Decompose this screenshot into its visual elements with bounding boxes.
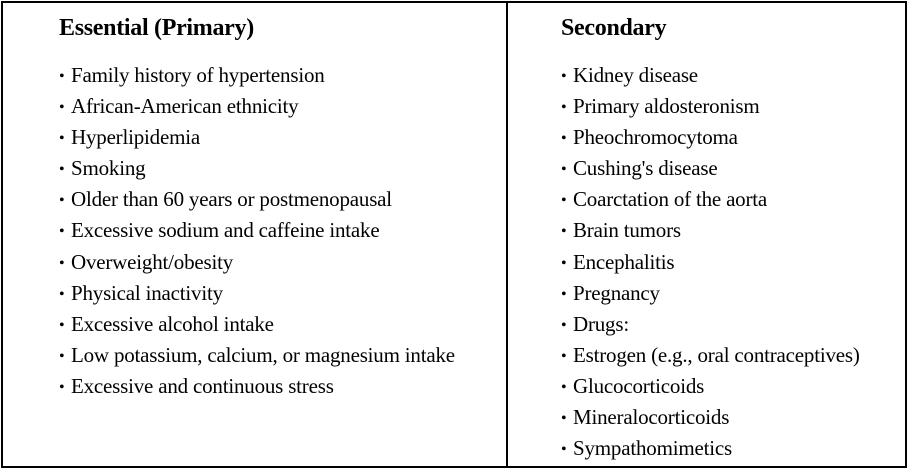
risk-factors-table xyxy=(1,1,907,468)
bullet: • xyxy=(59,347,65,365)
list-item: • Kidney disease xyxy=(561,63,698,87)
secondary-list xyxy=(561,63,860,467)
bullet: • xyxy=(59,68,65,85)
bullet: • xyxy=(561,378,567,396)
bullet: • xyxy=(561,99,567,117)
bullet: • xyxy=(561,223,567,241)
list-item: • Excessive sodium and caffeine intake xyxy=(59,218,380,243)
list-item: • Primary aldosteronism xyxy=(561,94,760,119)
bullet: • xyxy=(59,285,65,303)
list-item: • Physical inactivity xyxy=(59,280,223,305)
bullet: • xyxy=(59,130,65,148)
bullet: • xyxy=(561,316,567,334)
bullet: • xyxy=(59,99,65,117)
list-item: • Hyperlipidemia xyxy=(59,125,200,150)
list-item: • Older than 60 years or postmenopausal xyxy=(59,187,392,212)
list-item: • Pheochromocytoma xyxy=(561,125,738,150)
bullet: • xyxy=(59,254,65,272)
bullet: • xyxy=(561,192,567,210)
list-item: • Pregnancy xyxy=(561,280,660,305)
bullet: • xyxy=(59,378,65,396)
bullet: • xyxy=(561,254,567,272)
essential-list xyxy=(59,63,455,405)
bullet: • xyxy=(561,285,567,303)
list-item: • Excessive and continuous stress xyxy=(59,373,334,398)
bullet: • xyxy=(59,192,65,210)
list-item: • Glucocorticoids xyxy=(561,373,705,398)
bullet: • xyxy=(561,130,567,148)
list-item: • African-American ethnicity xyxy=(59,94,299,119)
list-item: • Estrogen (e.g., oral contraceptives) xyxy=(561,342,860,367)
bullet: • xyxy=(561,410,567,428)
list-item: • Excessive alcohol intake xyxy=(59,311,274,336)
list-item: • Family history of hypertension xyxy=(59,63,325,87)
bullet: • xyxy=(59,316,65,334)
list-item: • Smoking xyxy=(59,156,146,181)
bullet: • xyxy=(561,347,567,365)
essential-heading: Essential (Primary) xyxy=(59,15,254,41)
list-item: • Sympathomimetics xyxy=(561,436,732,461)
secondary-heading: Secondary xyxy=(561,15,667,41)
list-item: • Coarctation of the aorta xyxy=(561,187,768,212)
list-item: • Mineralocorticoids xyxy=(561,405,730,430)
list-item: • Low potassium, calcium, or magnesium intake xyxy=(59,342,455,367)
list-item: • Overweight/obesity xyxy=(59,249,234,274)
list-item: • Encephalitis xyxy=(561,249,675,274)
bullet: • xyxy=(59,223,65,241)
list-item: • Drugs: xyxy=(561,311,629,336)
list-item: • Cushing's disease xyxy=(561,156,718,181)
bullet: • xyxy=(561,441,567,459)
list-item: • Brain tumors xyxy=(561,218,681,243)
column-divider xyxy=(506,3,508,466)
bullet: • xyxy=(561,68,567,85)
bullet: • xyxy=(59,161,65,179)
bullet: • xyxy=(561,161,567,179)
